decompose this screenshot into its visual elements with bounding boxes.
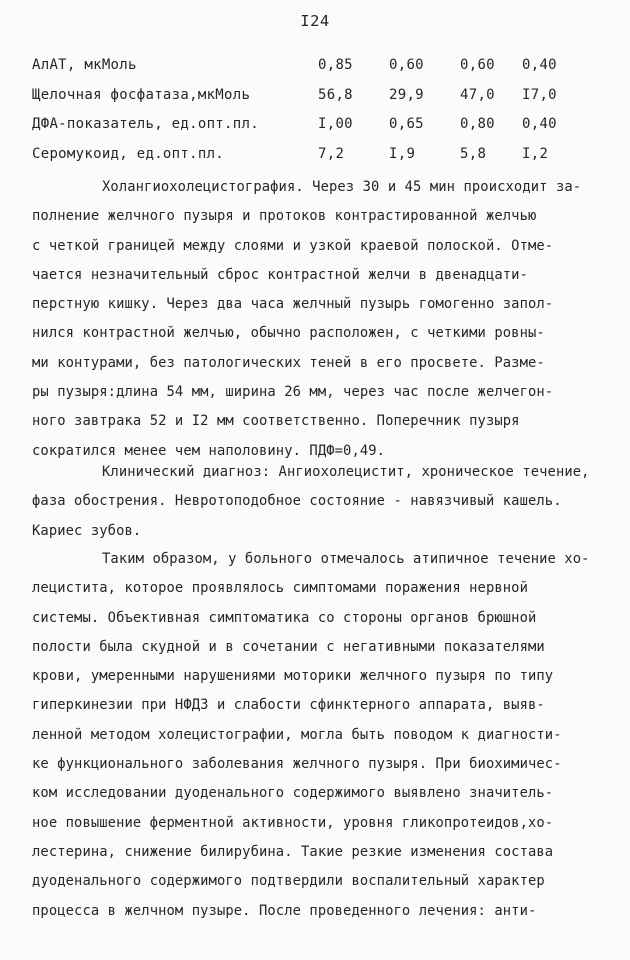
row-label: АлАТ, мкМоль	[32, 57, 137, 73]
row-label: ДФА-показатель, ед.опт.пл.	[32, 116, 259, 132]
paragraph-diagnosis	[32, 458, 602, 546]
table-cell: 0,65	[389, 116, 424, 132]
table-cell: 56,8	[318, 86, 353, 103]
table-row	[32, 116, 612, 146]
text-line: ми контурами, без патологических теней в его просвете. Разме-	[32, 354, 545, 371]
text-line: крови, умеренными нарушениями моторики желчного пузыря по типу	[32, 668, 554, 685]
text-line: Клинический диагноз: Ангиохолецистит, хроническое течение,	[102, 464, 590, 480]
table-cell: 47,0	[460, 86, 495, 103]
text-line: фаза обострения. Невротоподобное состояние - навязчивый кашель.	[32, 493, 562, 510]
table-cell: I,2	[522, 145, 549, 162]
text-line: ленной методом холецистографии, могла быть поводом к диагности-	[32, 726, 562, 743]
table-cell: 7,2	[318, 145, 345, 162]
text-line: ком исследовании дуоденального содержимого выявлено значитель-	[32, 785, 554, 802]
paragraph-cholangiography	[32, 173, 602, 466]
text-line: Кариес зубов.	[32, 522, 142, 539]
text-line: ке функционального заболевания желчного пузыря. При биохимичес-	[32, 756, 562, 773]
table-cell: 0,40	[522, 116, 557, 132]
table-cell: 29,9	[389, 86, 424, 103]
text-line: дуоденального содержимого подтвердили воспалительный характер	[32, 873, 545, 890]
text-line: ного завтрака 52 и I2 мм соответственно. Поперечник пузыря	[32, 413, 520, 430]
table-row	[32, 87, 612, 117]
text-line: процесса в желчном пузыре. После проведенного лечения: анти-	[32, 902, 537, 919]
table-cell: 0,85	[318, 57, 353, 73]
page-number: I24	[300, 12, 330, 30]
text-line: перстную кишку. Через два часа желчный пузырь гомогенно запол-	[32, 296, 554, 313]
text-line: полнение желчного пузыря и протоков контрастированной желчью	[32, 208, 537, 225]
text-line: с четкой границей между слоями и узкой краевой полоской. Отме-	[32, 237, 554, 254]
lab-results-table	[32, 57, 612, 175]
text-line: чается незначительный сброс контрастной желчи в двенадцати-	[32, 266, 528, 283]
text-line: лецистита, которое проявлялось симптомами поражения нервной	[32, 580, 528, 597]
text-line: системы. Объективная симптоматика со стороны органов брюшной	[32, 609, 537, 626]
table-cell: I,9	[389, 145, 416, 162]
paragraph-conclusion	[32, 545, 602, 926]
table-row	[32, 57, 612, 87]
text-line: гиперкинезии при НФДЗ и слабости сфинктерного аппарата, выяв-	[32, 697, 545, 714]
text-line: полости была скудной и в сочетании с негативными показателями	[32, 638, 545, 655]
table-cell: 0,60	[460, 57, 495, 73]
table-cell: 0,60	[389, 57, 424, 73]
text-line: нился контрастной желчью, обычно расположен, с четкими ровны-	[32, 325, 545, 342]
text-line: ное повышение ферментной активности, уровня гликопротеидов,хо-	[32, 814, 554, 831]
table-cell: 0,40	[522, 57, 557, 73]
table-cell: I7,0	[522, 86, 557, 103]
text-line: Таким образом, у больного отмечалось атипичное течение хо-	[102, 551, 590, 567]
table-cell: 0,80	[460, 116, 495, 132]
text-line: лестерина, снижение билирубина. Такие резкие изменения состава	[32, 843, 554, 860]
text-line: ры пузыря:длина 54 мм, ширина 26 мм, через час после желчегон-	[32, 384, 554, 401]
row-label: Серомукоид, ед.опт.пл.	[32, 145, 225, 162]
text-line: сократился менее чем наполовину. ПДФ=0,49.	[32, 442, 386, 459]
table-cell: I,00	[318, 116, 353, 132]
table-row	[32, 146, 612, 176]
table-cell: 5,8	[460, 145, 487, 162]
text-line: Холангиохолецистография. Через 30 и 45 мин происходит за-	[102, 179, 582, 195]
row-label: Щелочная фосфатаза,мкМоль	[32, 86, 251, 103]
